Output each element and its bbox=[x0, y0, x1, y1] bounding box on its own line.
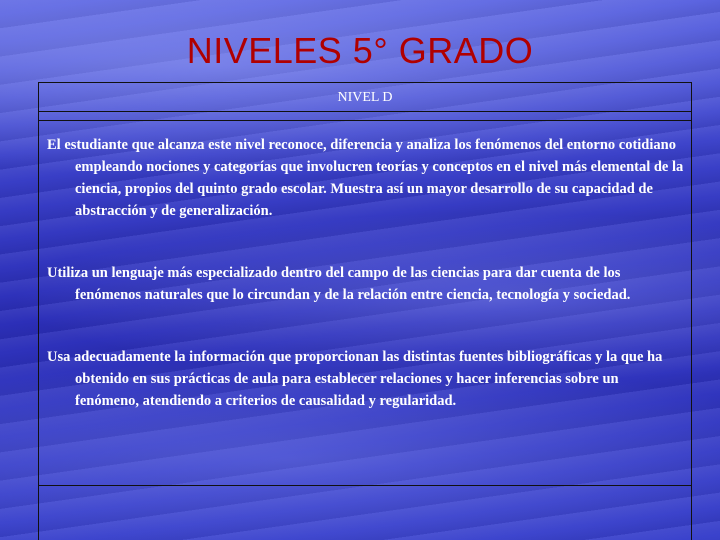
table-row-divider bbox=[39, 485, 691, 486]
table-content-cell bbox=[39, 121, 691, 412]
table-spacer-row bbox=[39, 112, 691, 121]
slide-title: NIVELES 5° GRADO bbox=[186, 30, 534, 71]
description-paragraph-2: Utiliza un lenguaje más especializado dentro del campo de las ciencias para dar cuenta de los fenómenos naturales que lo circundan y de la relación entre ciencia, tecnología y sociedad. bbox=[47, 265, 631, 303]
table-header-level: NIVEL D bbox=[39, 83, 691, 112]
description-paragraph-3: Usa adecuadamente la información que proporcionan las distintas fuentes bibliográficas y la que ha obtenido en sus prácticas de aula para establecer relaciones y hacer inferencias sobre un fenómeno, atendiendo a criterios de causalidad y regularidad. bbox=[47, 349, 663, 409]
level-table bbox=[38, 82, 692, 540]
description-paragraph-1: El estudiante que alcanza este nivel reconoce, diferencia y analiza los fenómenos del entorno cotidiano empleando nociones y categorías que involucren teorías y conceptos en el nivel más elemental de la ciencia, propios del quinto grado escolar. Muestra así un mayor desarrollo de su capacidad de abstracción y de generalización. bbox=[47, 137, 684, 219]
